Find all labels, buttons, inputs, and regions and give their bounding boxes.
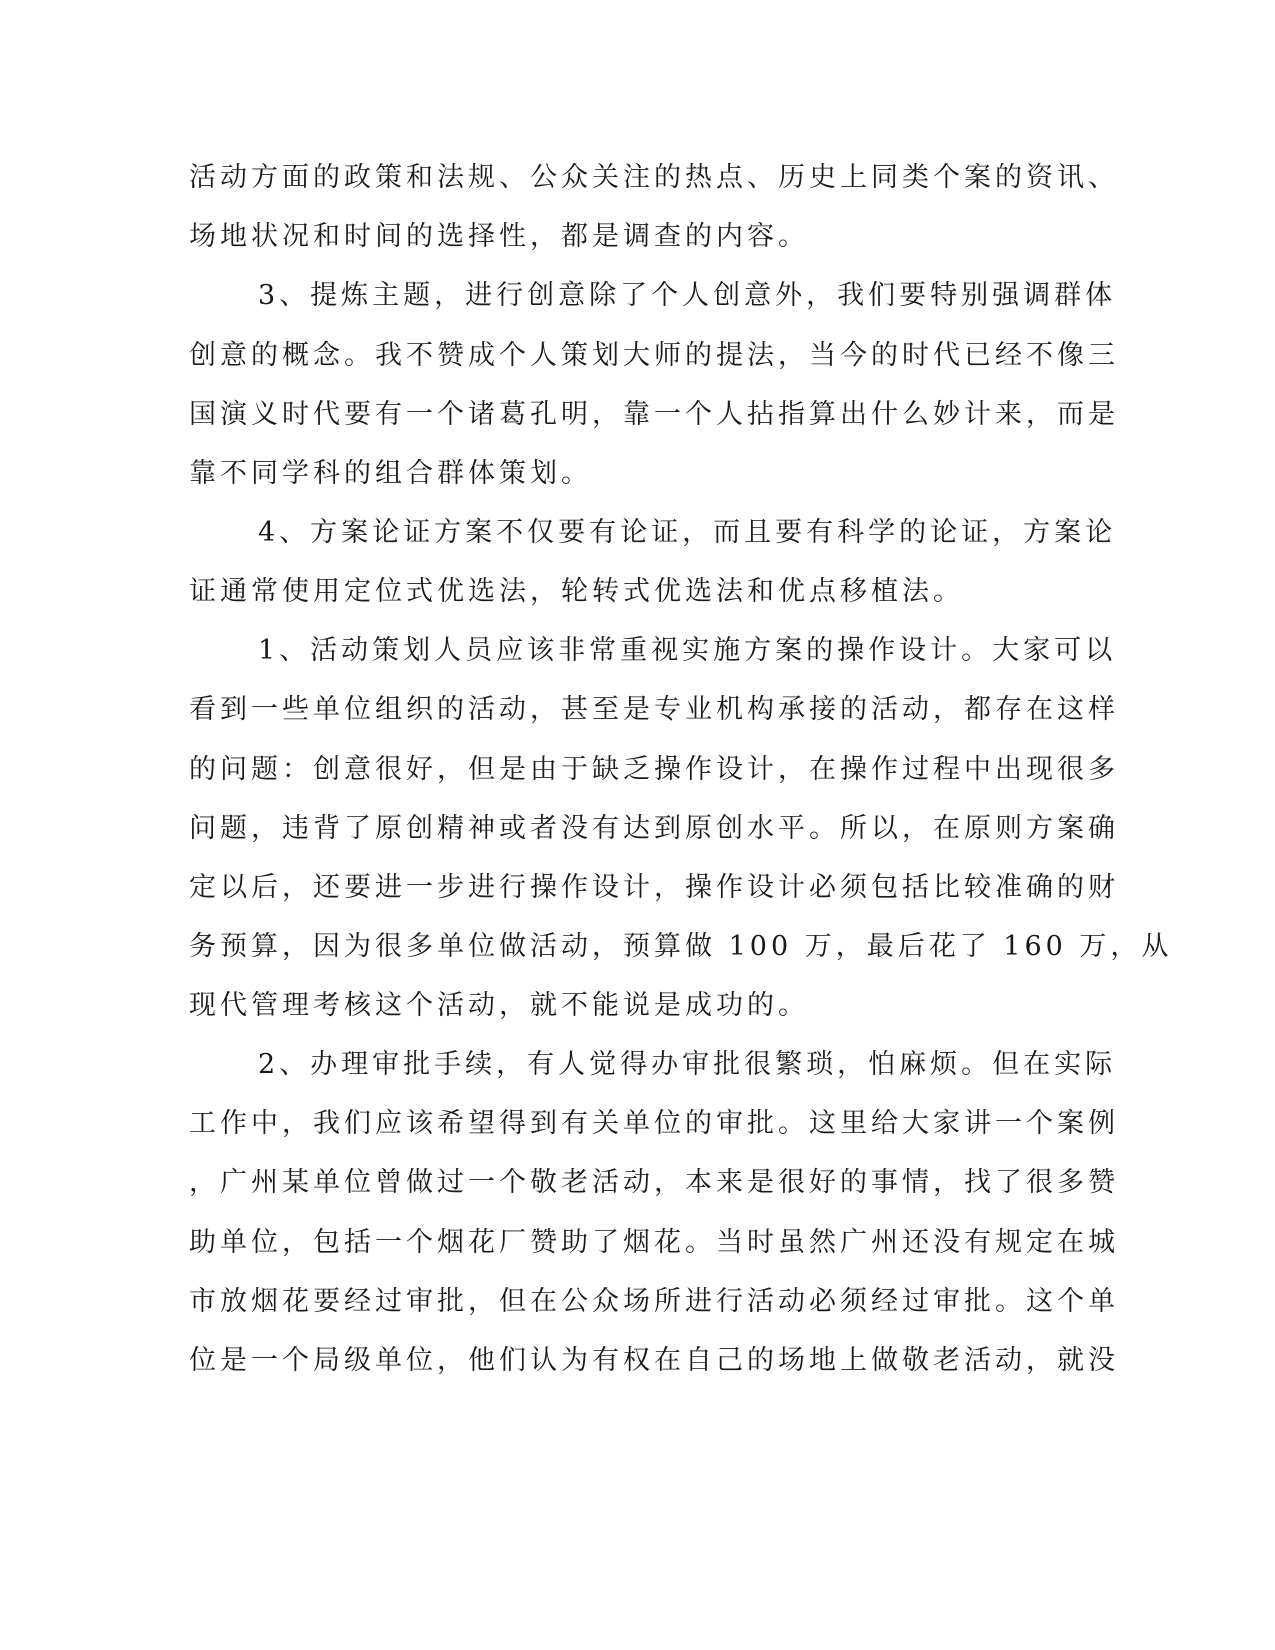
paragraph-start-line: 1、活动策划人员应该非常重视实施方案的操作设计。大家可以 (258, 635, 1117, 666)
text-line: 靠不同学科的组合群体策划。 (189, 458, 592, 489)
text-line: ，广州某单位曾做过一个敬老活动，本来是很好的事情，找了很多赞 (189, 1167, 1119, 1198)
text-line: 看到一些单位组织的活动，甚至是专业机构承接的活动，都存在这样 (189, 694, 1119, 725)
text-line: 证通常使用定位式优选法，轮转式优选法和优点移植法。 (189, 576, 964, 607)
paragraph-start-line: 4、方案论证方案不仅要有论证，而且要有科学的论证，方案论 (258, 517, 1117, 548)
text-line: 现代管理考核这个活动，就不能说是成功的。 (189, 990, 809, 1021)
text-line: 定以后，还要进一步进行操作设计，操作设计必须包括比较准确的财 (189, 872, 1119, 903)
text-line: 助单位，包括一个烟花厂赞助了烟花。当时虽然广州还没有规定在城 (189, 1227, 1119, 1258)
text-line: 工作中，我们应该希望得到有关单位的审批。这里给大家讲一个案例 (189, 1108, 1119, 1139)
text-line: 场地状况和时间的选择性，都是调查的内容。 (189, 221, 809, 252)
text-line: 的问题：创意很好，但是由于缺乏操作设计，在操作过程中出现很多 (189, 754, 1119, 785)
paragraph-start-line: 2、办理审批手续，有人觉得办审批很繁琐，怕麻烦。但在实际 (258, 1049, 1117, 1080)
text-line: 问题，违背了原创精神或者没有达到原创水平。所以，在原则方案确 (189, 813, 1119, 844)
text-line: 活动方面的政策和法规、公众关注的热点、历史上同类个案的资讯、 (189, 162, 1119, 193)
text-line: 国演义时代要有一个诸葛孔明，靠一个人拈指算出什么妙计来，而是 (189, 399, 1119, 430)
text-line: 务预算，因为很多单位做活动，预算做 100 万，最后花了 160 万，从 (189, 931, 1173, 962)
text-line: 位是一个局级单位，他们认为有权在自己的场地上做敬老活动，就没 (189, 1345, 1119, 1376)
text-line: 市放烟花要经过审批，但在公众场所进行活动必须经过审批。这个单 (189, 1286, 1119, 1317)
text-line: 创意的概念。我不赞成个人策划大师的提法，当今的时代已经不像三 (189, 340, 1119, 371)
paragraph-start-line: 3、提炼主题，进行创意除了个人创意外，我们要特别强调群体 (258, 280, 1117, 311)
